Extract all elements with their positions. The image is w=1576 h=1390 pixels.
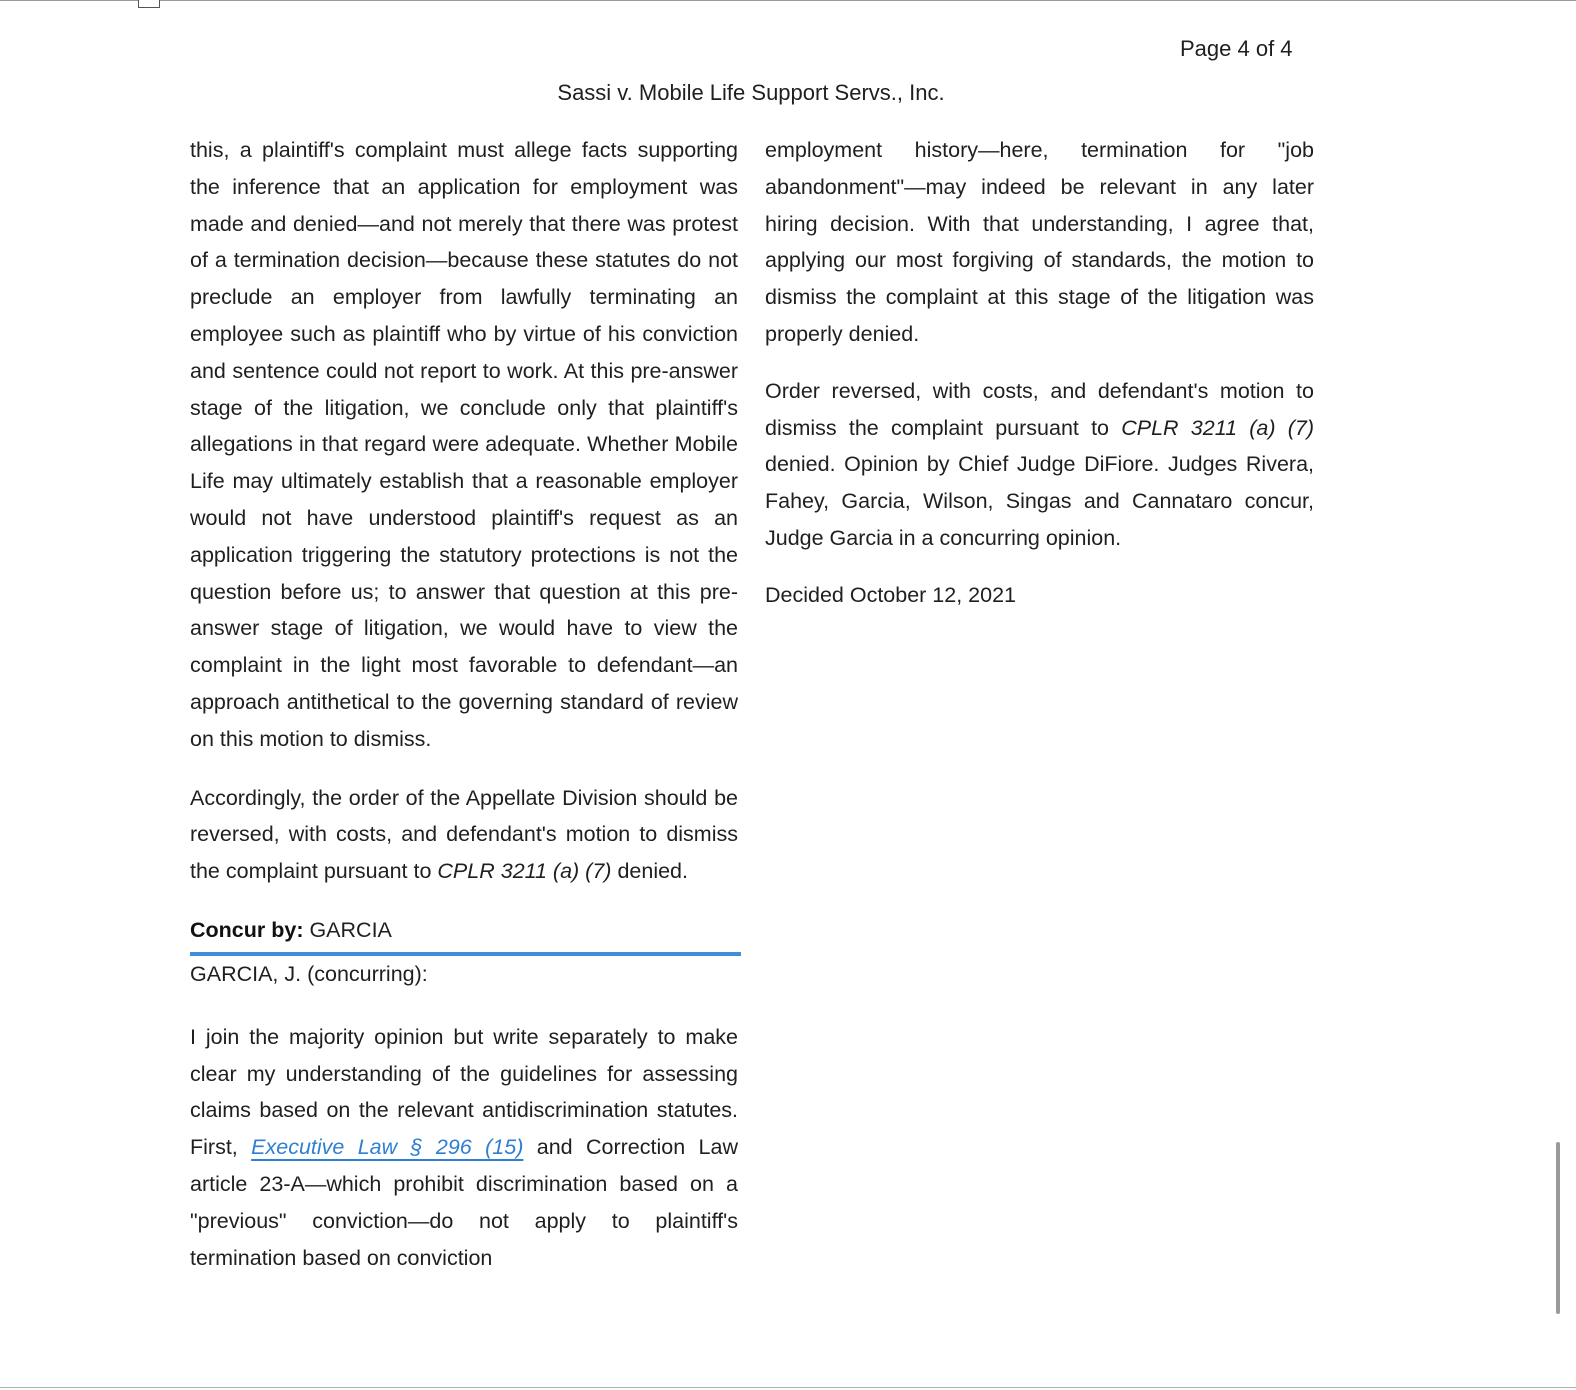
corner-marker <box>138 0 160 8</box>
concur-judge: GARCIA <box>303 917 392 942</box>
concur-by-heading <box>190 912 741 956</box>
paragraph <box>190 1019 738 1277</box>
statute-citation: CPLR 3211 (a) (7) <box>1121 415 1315 440</box>
text-run: Order reversed, with costs, and defendant's motion to dismiss the complaint pursuant to <box>765 378 1314 440</box>
text-run: denied. Opinion by Chief Judge DiFiore. Judges Rivera, Fahey, Garcia, Wilson, Singas and Cannataro concur, Judge Garcia in a concurring opinion. <box>765 452 1314 550</box>
bottom-border <box>0 1387 1576 1388</box>
top-border <box>0 0 1576 1</box>
decided-date: Decided October 12, 2021 <box>765 582 1016 607</box>
right-column <box>765 132 1314 614</box>
text-run: denied. <box>611 859 688 884</box>
concurring-opening: GARCIA, J. (concurring): <box>190 961 428 986</box>
page-number: Page 4 of 4 <box>1180 36 1293 61</box>
vertical-scrollbar[interactable] <box>1556 1142 1560 1314</box>
paragraph: employment history—here, termination for "job abandonment"—may indeed be relevant in any later hiring decision. With that understanding, I agree that, applying our most forgiving of standards, the motion to dismiss the complaint at this stage of the litigation was properly denied. <box>765 138 1314 346</box>
paragraph <box>765 373 1314 557</box>
statute-citation: CPLR 3211 (a) (7) <box>437 859 612 884</box>
text-run: I join the majority opinion but write separately to make clear my understanding of the guidelines for assessing claims based on the relevant antidiscrimination statutes. First, <box>190 1024 738 1160</box>
paragraph <box>190 780 738 890</box>
concur-label: Concur by: <box>190 917 304 942</box>
paragraph: this, a plaintiff's complaint must allege facts supporting the inference that an application for employment was made and denied—and not merely that there was protest of a termination decision—because these statutes do not preclude an employer from lawfully terminating an employee such as plaintiff who by virtue of his conviction and sentence could not report to work. At this pre-answer stage of the litigation, we conclude only that plaintiff's allegations in that regard were adequate. Whether Mobile Life may ultimately establish that a reasonable employer would not have understood plaintiff's request as an application triggering the statutory protections is not the question before us; to answer that question at this pre-answer stage of litigation, we would have to view the complaint in the light most favorable to defendant—an approach antithetical to the governing standard of review on this motion to dismiss. <box>190 138 738 751</box>
left-column <box>190 132 738 1276</box>
text-run: and Correction Law article 23-A—which prohibit discrimination based on a "previous" conviction—do not apply to plaintiff's termination based on conviction <box>190 1135 738 1270</box>
text-run: Accordingly, the order of the Appellate Division should be reversed, with costs, and defendant's motion to dismiss the complaint pursuant to <box>190 785 738 884</box>
executive-law-link[interactable]: Executive Law § 296 (15) <box>251 1135 524 1160</box>
case-title-header: Sassi v. Mobile Life Support Servs., Inc. <box>557 80 945 105</box>
